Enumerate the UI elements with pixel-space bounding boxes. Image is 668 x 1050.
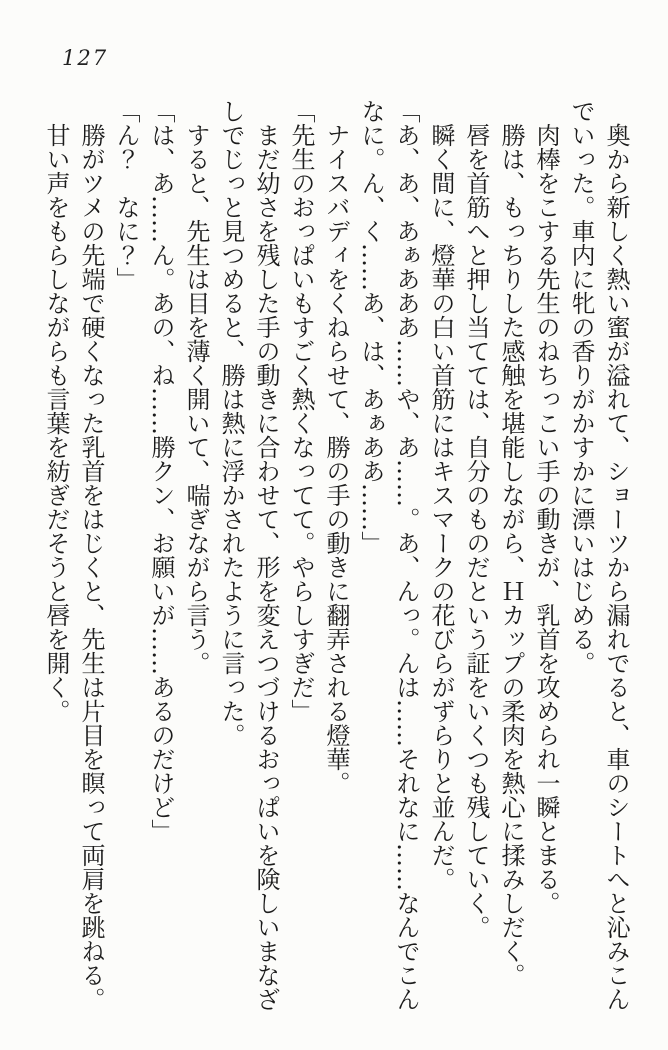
text-area: [38, 99, 633, 1029]
text-column: 瞬く間に、燈華の白い首筋にはキスマークの花びらがずらりと並んだ。: [427, 123, 455, 891]
text-column: でいった。車内に牝の香りがかすかに漂いはじめる。: [567, 99, 595, 675]
text-column: 肉棒をこする先生のねちっこい手の動きが、乳首を攻められ一瞬とまる。: [532, 123, 560, 915]
page-number: 127: [62, 46, 109, 70]
text-column: 「あ、あ、あぁあああ……や、あ……。あ、んっ。んは……それなに……なんでこん: [392, 99, 420, 1011]
text-column: なに。ん、く……あ、は、あぁああ……」: [357, 99, 385, 555]
text-column: 「先生のおっぱいもすごく熱くなってて。やらしすぎだ」: [287, 99, 315, 723]
text-column: まだ幼さを残した手の動きに合わせて、形を変えつづけるおっぱいを険しいまなざ: [252, 123, 280, 1011]
text-column: ナイスバディをくねらせて、勝の手の動きに翻弄される燈華。: [322, 123, 350, 795]
text-column: 「ん？ なに？」: [112, 99, 140, 291]
text-column: 勝は、もっちりした感触を堪能しながら、Ｈカップの柔肉を熱心に揉みしだく。: [497, 123, 525, 987]
text-column: すると、先生は目を薄く開いて、喘ぎながら言う。: [182, 123, 210, 675]
text-column: 奥から新しく熱い蜜が溢れて、ショーツから漏れでると、車のシートへと沁みこん: [602, 123, 630, 1011]
text-column: しでじっと見つめると、勝は熱に浮かされたように言った。: [217, 99, 245, 747]
text-column: 「は、あ……ん。あの、ね……勝クン、お願いが……あるのだけど」: [147, 99, 175, 843]
text-column: 甘い声をもらしながらも言葉を紡ぎだそうと唇を開く。: [42, 123, 70, 723]
text-column: 勝がツメの先端で硬くなった乳首をはじくと、先生は片目を瞑って両肩を跳ねる。: [77, 123, 105, 1011]
text-column: 唇を首筋へと押し当てては、自分のものだという証をいくつも残していく。: [462, 123, 490, 939]
